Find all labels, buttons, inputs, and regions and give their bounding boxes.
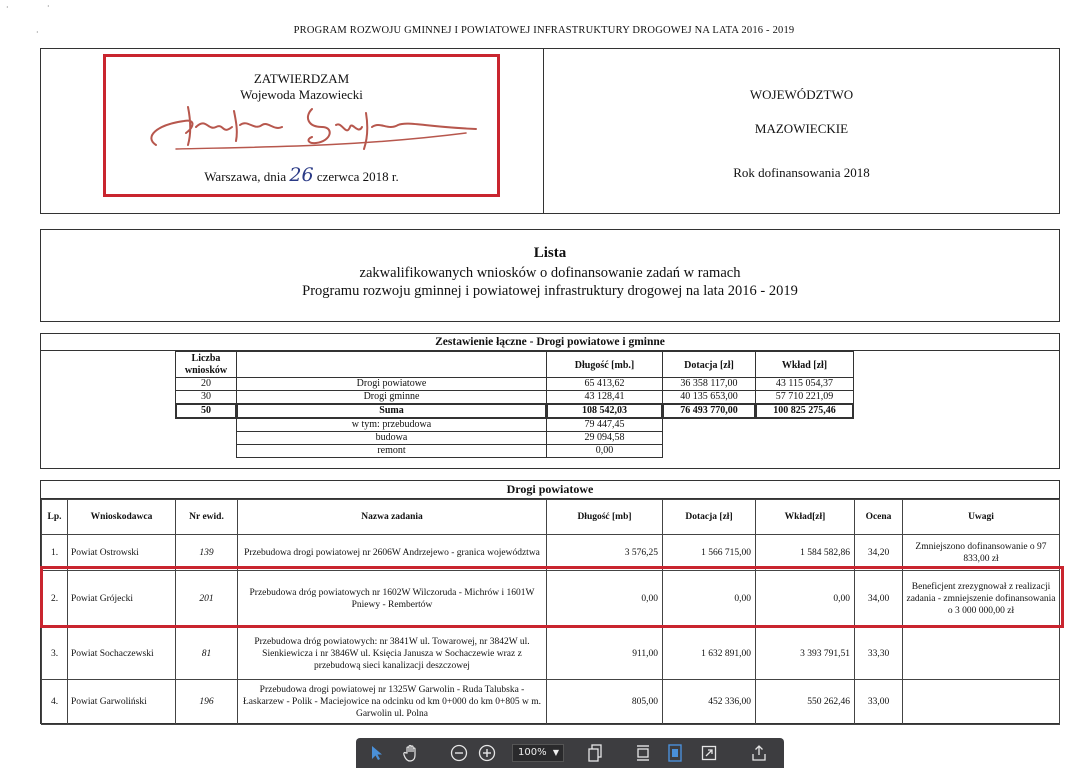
table-row [42,535,1060,571]
summary-row2-count: 30 [175,390,237,404]
cell-task: Przebudowa drogi powiatowej nr 2606W Andrzejewo - granica województwa [238,535,547,571]
summary-breakdown-value: 0,00 [546,444,663,458]
cell-notes [903,628,1060,680]
viewer-toolbar [356,738,784,768]
scan-speck: · [47,2,50,11]
summary-header-length: Długość [mb.] [546,351,663,378]
cell-length: 0,00 [547,571,663,628]
fit-page-icon[interactable] [664,742,686,764]
summary-breakdown-label: w tym: przebudowa [236,418,547,432]
fit-width-icon[interactable] [632,742,654,764]
col-header: Dotacja [zł] [663,500,756,535]
cell-lp: 3. [42,628,68,680]
chevron-down-icon: ▼ [552,748,559,757]
summary-row1-contribution: 43 115 054,37 [755,377,854,391]
cell-score: 34,00 [855,571,903,628]
cell-grant: 452 336,00 [663,680,756,725]
cell-applicant: Powiat Ostrowski [68,535,176,571]
cell-nr: 139 [176,535,238,571]
cell-task: Przebudowa dróg powiatowych: nr 3841W ul. Towarowej, nr 3842W ul. Sienkiewicza i nr 3846W ul. Księcia Janusza w Sochaczewie wraz z przebudową sieci kanalizacji deszczowej [238,628,547,680]
zoom-in-icon[interactable] [476,742,498,764]
summary-breakdown-value: 79 447,45 [546,418,663,432]
scan-speck: · [36,28,39,37]
cell-contribution: 1 584 582,86 [756,535,855,571]
cell-grant: 1 632 891,00 [663,628,756,680]
cell-nr: 201 [176,571,238,628]
approval-line1: ZATWIERDZAM [253,71,350,86]
cell-nr: 81 [176,628,238,680]
summary-row2-grant: 40 135 653,00 [662,390,756,404]
approval-date [106,164,497,186]
list-subtitle2: Programu rozwoju gminnej i powiatowej infrastruktury drogowej na lata 2016 - 2019 [302,283,798,299]
cell-applicant: Powiat Sochaczewski [68,628,176,680]
summary-total-name: Suma [236,403,547,419]
select-cursor-icon[interactable] [366,742,388,764]
approval-highlight [103,54,500,197]
cell-notes: Beneficjent zrezygnował z realizacji zadania - zmniejszenie dofinansowania o 3 000 000,00 zł [903,571,1060,628]
col-header: Uwagi [903,500,1060,535]
year-line: Rok dofinansowania 2018 [733,165,870,180]
roads-table [40,480,1060,724]
cell-score: 33,00 [855,680,903,725]
summary-row2-name: Drogi gminne [236,390,547,404]
summary-row1-grant: 36 358 117,00 [662,377,756,391]
cell-length: 805,00 [547,680,663,725]
col-header: Wnioskodawca [68,500,176,535]
summary-row2-length: 43 128,41 [546,390,663,404]
copy-pages-icon[interactable] [584,742,606,764]
summary-total-count: 50 [175,403,237,419]
list-title: Lista [533,245,567,261]
region-line1: WOJEWÓDZTWO [749,87,854,102]
summary-breakdown-label: budowa [236,431,547,445]
cell-score: 34,20 [855,535,903,571]
cell-applicant: Powiat Grójecki [68,571,176,628]
approval-date-suffix: czerwca 2018 r. [316,169,399,184]
approval-section [41,49,544,213]
summary-table [40,333,1060,469]
table-row [42,571,1060,628]
col-header: Długość [mb] [547,500,663,535]
roads-table-grid [41,499,1060,725]
col-header: Nazwa zadania [238,500,547,535]
col-header: Ocena [855,500,903,535]
summary-row1-length: 65 413,62 [546,377,663,391]
summary-header-count: Liczba wniosków [175,351,237,378]
cell-notes: Zmniejszono dofinansowanie o 97 833,00 zł [903,535,1060,571]
zoom-out-icon[interactable] [448,742,470,764]
region-line2: MAZOWIECKIE [754,121,849,136]
summary-header-grant: Dotacja [zł] [662,351,756,378]
cell-applicant: Powiat Garwoliński [68,680,176,725]
summary-breakdown-value: 29 094,58 [546,431,663,445]
cell-notes [903,680,1060,725]
cell-lp: 4. [42,680,68,725]
cell-score: 33,30 [855,628,903,680]
export-icon[interactable] [748,742,770,764]
list-subtitle1: zakwalifikowanych wniosków o dofinansowanie zadań w ramach [359,265,741,281]
cell-grant: 1 566 715,00 [663,535,756,571]
zoom-select[interactable] [512,744,564,762]
page-title: PROGRAM ROZWOJU GMINNEJ I POWIATOWEJ INFRASTRUKTURY DROGOWEJ NA LATA 2016 - 2019 [293,25,795,36]
list-title-box [40,229,1060,322]
roads-table-title: Drogi powiatowe [41,481,1059,499]
summary-breakdown-label: remont [236,444,547,458]
cell-length: 911,00 [547,628,663,680]
cell-task: Przebudowa drogi powiatowej nr 1325W Garwolin - Ruda Talubska - Łaskarzew - Polik - Maciejowice na odcinku od km 0+000 do km 0+805 w m. Garwolin ul. Polna [238,680,547,725]
col-header: Nr ewid. [176,500,238,535]
summary-total-length: 108 542,03 [546,403,663,419]
approval-date-prefix: Warszawa, dnia [204,169,287,184]
cell-contribution: 3 393 791,51 [756,628,855,680]
summary-total-grant: 76 493 770,00 [662,403,756,419]
summary-row2-contribution: 57 710 221,09 [755,390,854,404]
summary-header-contribution: Wkład [zł] [755,351,854,378]
cell-grant: 0,00 [663,571,756,628]
scan-speck: · [6,3,9,12]
table-row [42,680,1060,725]
table-row [42,628,1060,680]
summary-row1-name: Drogi powiatowe [236,377,547,391]
summary-total-contribution: 100 825 275,46 [755,403,854,419]
col-header: Lp. [42,500,68,535]
cell-task: Przebudowa dróg powiatowych nr 1602W Wilczoruda - Michrów i 1601W Pniewy - Rembertów [238,571,547,628]
summary-header-blank [236,351,547,378]
cell-lp: 2. [42,571,68,628]
cell-contribution: 0,00 [756,571,855,628]
summary-title: Zestawienie łączne - Drogi powiatowe i gminne [41,334,1059,351]
signature-image [136,97,496,157]
summary-row1-count: 20 [175,377,237,391]
zoom-value: 100% [518,747,547,758]
region-section [544,49,1059,213]
approval-date-day: 26 [289,164,314,186]
approval-line2: Wojewoda Mazowiecki [240,87,363,102]
cell-contribution: 550 262,46 [756,680,855,725]
table-header-row [42,500,1060,535]
col-header: Wkład[zł] [756,500,855,535]
fullscreen-icon[interactable] [698,742,720,764]
header-box [40,48,1060,214]
cell-nr: 196 [176,680,238,725]
cell-length: 3 576,25 [547,535,663,571]
cell-lp: 1. [42,535,68,571]
hand-tool-icon[interactable] [400,742,422,764]
